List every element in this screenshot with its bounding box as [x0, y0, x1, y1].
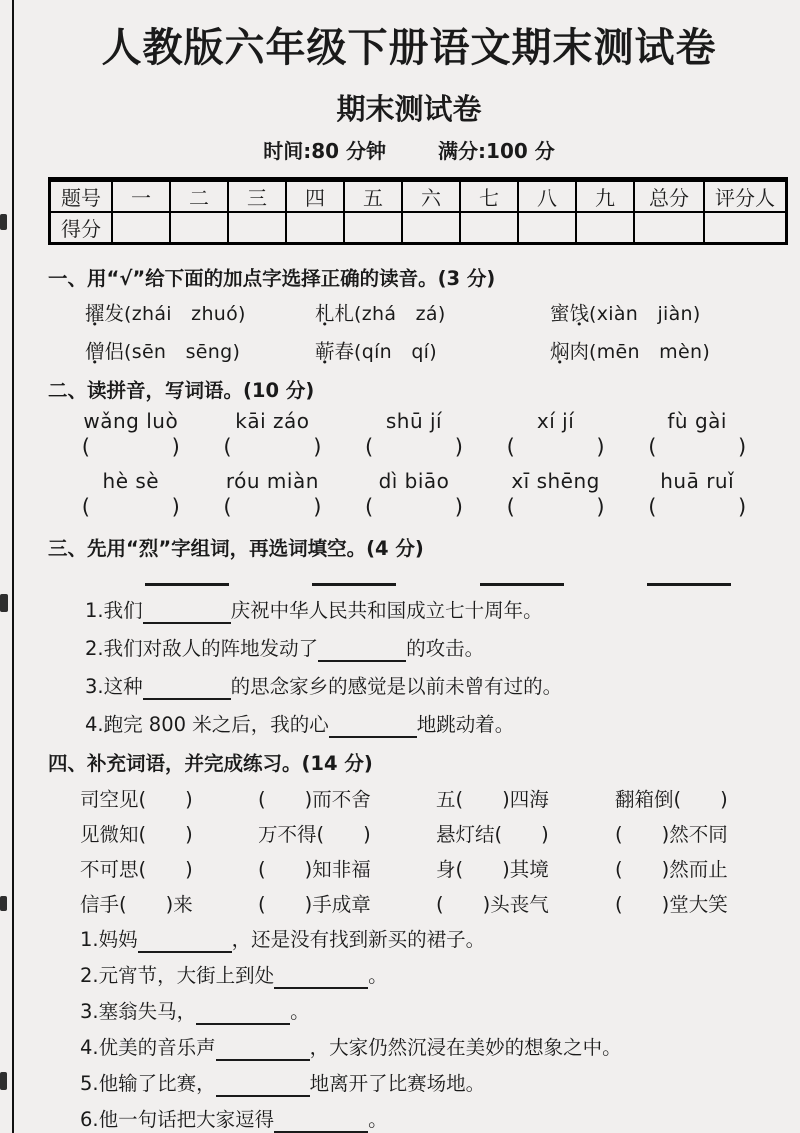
idiom-cell: ( )手成章	[258, 893, 371, 916]
answer-blank	[143, 610, 231, 624]
fill-in-sentence: 4.跑完 800 米之后，我的心 地跳动着。	[85, 713, 515, 736]
pinyin-label: xí jí	[536, 409, 575, 433]
pinyin-options: (qín qí)	[354, 341, 437, 363]
answer-parentheses: ( )	[81, 495, 180, 519]
dotted-word-item: 焖肉(mēn mèn)	[550, 337, 770, 375]
table-header-cell: 八	[518, 180, 576, 213]
pinyin-options: (mēn mèn)	[589, 341, 711, 363]
answer-parentheses: ( )	[81, 435, 180, 459]
full-score-label: 满分:100 分	[438, 139, 555, 163]
section3-sentences	[48, 592, 770, 744]
pinyin-label: kāi záo	[235, 409, 310, 433]
pinyin-options: (zhái zhuó)	[124, 303, 246, 325]
dotted-character: 蕲	[315, 340, 335, 363]
answer-blank	[138, 939, 232, 953]
paper-title: 人教版六年级下册语文期末测试卷	[101, 25, 717, 71]
answer-parentheses: ( )	[648, 495, 747, 519]
fill-in-sentence: 6.他一句话把大家逗得 。	[80, 1108, 388, 1131]
section3-heading: 三、先用“烈”字组词，再选词填空。(4 分)	[48, 537, 424, 560]
table-header-cell: 四	[286, 180, 344, 213]
fill-in-sentence: 2.我们对敌人的阵地发动了 的攻击。	[85, 637, 485, 660]
answer-blank	[216, 1083, 310, 1097]
idiom-cell: ( )而不舍	[258, 788, 371, 811]
answer-blank	[143, 686, 231, 700]
pinyin-label: róu miàn	[225, 469, 319, 493]
table-header-cell: 六	[402, 180, 460, 213]
idiom-cell: 信手( )来	[80, 893, 193, 916]
score-cell	[460, 212, 518, 244]
dotted-word-item: 蜜饯(xiàn jiàn)	[550, 299, 770, 337]
answer-parentheses: ( )	[364, 495, 463, 519]
page-edge-fragment	[0, 214, 7, 230]
score-cell	[576, 212, 634, 244]
table-header-cell: 三	[228, 180, 286, 213]
paper-sheet	[13, 0, 800, 1133]
answer-blank	[216, 1047, 310, 1061]
pinyin-label: hè sè	[102, 469, 160, 493]
section2-answer-row	[60, 433, 768, 461]
dotted-character: 僧	[85, 340, 105, 363]
idiom-cell: ( )然不同	[615, 823, 728, 846]
idiom-cell: 司空见( )	[80, 788, 193, 811]
dotted-word-item: 擢发(zhái zhuó)	[85, 299, 315, 337]
section1-heading: 一、用“√”给下面的加点字选择正确的读音。(3 分)	[48, 267, 496, 290]
score-cell	[170, 212, 228, 244]
pinyin-options: (sēn sēng)	[124, 341, 241, 363]
pinyin-label: xī shēng	[511, 469, 600, 493]
idiom-cell: 万不得( )	[258, 823, 371, 846]
table-header-cell: 一	[112, 180, 170, 213]
idiom-cell: ( )堂大笑	[615, 893, 728, 916]
pinyin-label: fù gài	[667, 409, 727, 433]
paper-meta	[48, 138, 770, 164]
section2-pinyin-row	[60, 469, 768, 493]
time-limit-label: 时间:80 分钟	[263, 139, 387, 163]
blank-line	[647, 583, 731, 586]
answer-parentheses: ( )	[223, 495, 322, 519]
score-cell	[634, 212, 704, 244]
blank-line	[480, 583, 564, 586]
page-edge-fragment	[0, 594, 8, 612]
paper-subtitle: 期末测试卷	[336, 92, 482, 126]
answer-blank	[196, 1011, 290, 1025]
fill-in-sentence: 1.我们 庆祝中华人民共和国成立七十周年。	[85, 599, 543, 622]
score-cell	[228, 212, 286, 244]
table-header-cell: 二	[170, 180, 228, 213]
table-header-cell: 总分	[634, 180, 704, 213]
table-header-cell: 九	[576, 180, 634, 213]
pinyin-label: huā ruǐ	[660, 469, 735, 493]
answer-blank	[274, 1119, 368, 1133]
section2-answer-row	[60, 493, 768, 521]
score-cell	[286, 212, 344, 244]
blank-line	[312, 583, 396, 586]
score-table	[48, 177, 788, 245]
dotted-word-item: 札札(zhá zá)	[315, 299, 550, 337]
fill-in-sentence: 1.妈妈 ，还是没有找到新买的裙子。	[80, 928, 486, 951]
fill-in-sentence: 5.他输了比赛， 地离开了比赛场地。	[80, 1072, 486, 1095]
idiom-cell: 五( )四海	[436, 788, 549, 811]
idiom-cell: 身( )其境	[436, 858, 549, 881]
section2-heading: 二、读拼音，写词语。(10 分)	[48, 379, 315, 402]
answer-blank	[329, 724, 417, 738]
table-header-cell: 评分人	[704, 180, 787, 213]
score-table-header-row	[50, 180, 787, 213]
answer-parentheses: ( )	[223, 435, 322, 459]
section3-word-blanks	[145, 583, 731, 586]
score-table-score-row	[50, 212, 787, 244]
table-header-cell: 七	[460, 180, 518, 213]
idiom-cell: ( )头丧气	[436, 893, 549, 916]
answer-blank	[318, 648, 406, 662]
pinyin-label: shū jí	[385, 409, 443, 433]
dotted-word-item: 蕲春(qín qí)	[315, 337, 550, 375]
answer-parentheses: ( )	[364, 435, 463, 459]
idiom-cell: 不可思( )	[80, 858, 193, 881]
fill-in-sentence: 2.元宵节，大街上到处 。	[80, 964, 388, 987]
score-cell	[112, 212, 170, 244]
section2-pinyin-row	[60, 409, 768, 433]
pinyin-label: wǎng luò	[83, 409, 179, 433]
score-cell	[402, 212, 460, 244]
dotted-character: 擢	[85, 302, 105, 325]
table-header-cell: 五	[344, 180, 402, 213]
idiom-cell: ( )知非福	[258, 858, 371, 881]
dotted-character: 饯	[569, 302, 590, 325]
answer-blank	[274, 975, 368, 989]
blank-line	[145, 583, 229, 586]
table-header-cell: 题号	[50, 180, 113, 213]
idiom-cell: 见微知( )	[80, 823, 193, 846]
idiom-cell: 悬灯结( )	[436, 823, 549, 846]
pinyin-label: dì biāo	[378, 469, 450, 493]
fill-in-sentence: 3.这种 的思念家乡的感觉是以前未曾有过的。	[85, 675, 563, 698]
pinyin-options: (xiàn jiàn)	[589, 303, 701, 325]
score-cell	[344, 212, 402, 244]
score-row-label: 得分	[50, 212, 113, 244]
page-edge-fragment	[0, 1072, 7, 1090]
idiom-cell: ( )然而止	[615, 858, 728, 881]
fill-in-sentence: 4.优美的音乐声 ，大家仍然沉浸在美妙的想象之中。	[80, 1036, 622, 1059]
idiom-cell: 翻箱倒( )	[615, 788, 728, 811]
pinyin-options: (zhá zá)	[354, 303, 446, 325]
score-cell	[518, 212, 576, 244]
fill-in-sentence: 3.塞翁失马， 。	[80, 1000, 310, 1023]
section4-heading: 四、补充词语，并完成练习。(14 分)	[48, 752, 373, 775]
answer-parentheses: ( )	[506, 435, 605, 459]
section4-sentences	[48, 922, 770, 1133]
answer-parentheses: ( )	[506, 495, 605, 519]
page-edge-fragment	[0, 896, 7, 911]
section1-word-list	[85, 299, 770, 375]
answer-parentheses: ( )	[648, 435, 747, 459]
dotted-character: 札	[315, 302, 335, 325]
section4-idiom-grid	[80, 782, 770, 922]
dotted-character: 焖	[550, 340, 570, 363]
dotted-word-item: 僧侣(sēn sēng)	[85, 337, 315, 375]
score-cell	[704, 212, 787, 244]
